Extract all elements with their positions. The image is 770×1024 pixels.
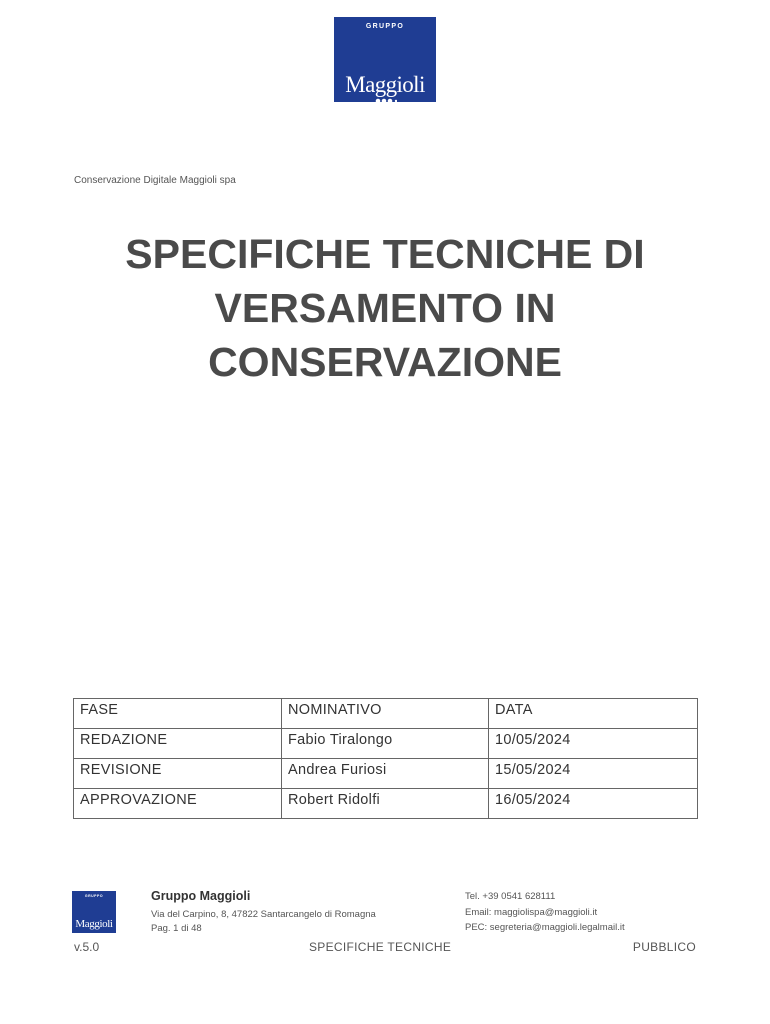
logo-gruppo-text: GRUPPO <box>365 23 405 30</box>
footer-logo-brand-text: Maggioli <box>75 918 113 930</box>
header-data: DATA <box>489 699 698 729</box>
header-company-name: Conservazione Digitale Maggioli spa <box>74 175 236 186</box>
footer-page-number: Pag. 1 di 48 <box>151 923 202 934</box>
footer-logo-gruppo-text: GRUPPO <box>84 894 104 898</box>
table-row <box>74 759 698 789</box>
footer-company: Gruppo Maggioli <box>151 889 251 903</box>
table-row <box>74 729 698 759</box>
footer-pec: PEC: segreteria@maggioli.legalmail.it <box>465 922 625 933</box>
row-name: Andrea Furiosi <box>282 759 489 789</box>
table-header-row <box>74 699 698 729</box>
footer-document-name: SPECIFICHE TECNICHE <box>309 940 452 954</box>
row-phase: REDAZIONE <box>74 729 282 759</box>
header-nominativo: NOMINATIVO <box>282 699 489 729</box>
header-fase: FASE <box>74 699 282 729</box>
footer-classification: PUBBLICO <box>632 940 696 954</box>
footer-logo <box>72 891 116 933</box>
title-line-1: SPECIFICHE TECNICHE DI <box>125 231 645 277</box>
row-phase: REVISIONE <box>74 759 282 789</box>
row-name: Fabio Tiralongo <box>282 729 489 759</box>
maggioli-logo <box>334 17 436 102</box>
footer-address: Via del Carpino, 8, 47822 Santarcangelo di Romagna <box>151 909 376 920</box>
logo-dots-icon <box>375 98 397 104</box>
footer-phone: Tel. +39 0541 628111 <box>465 891 556 902</box>
logo-brand-text: Maggioli <box>345 72 425 97</box>
title-line-3: CONSERVAZIONE <box>208 339 562 385</box>
approvals-table <box>73 698 698 819</box>
row-name: Robert Ridolfi <box>282 789 489 819</box>
row-date: 10/05/2024 <box>489 729 698 759</box>
footer-version: v.5.0 <box>74 940 100 954</box>
table-row <box>74 789 698 819</box>
document-title <box>60 227 710 389</box>
row-date: 16/05/2024 <box>489 789 698 819</box>
row-phase: APPROVAZIONE <box>74 789 282 819</box>
row-date: 15/05/2024 <box>489 759 698 789</box>
title-line-2: VERSAMENTO IN <box>214 285 556 331</box>
footer-email: Email: maggiolispa@maggioli.it <box>465 907 598 918</box>
